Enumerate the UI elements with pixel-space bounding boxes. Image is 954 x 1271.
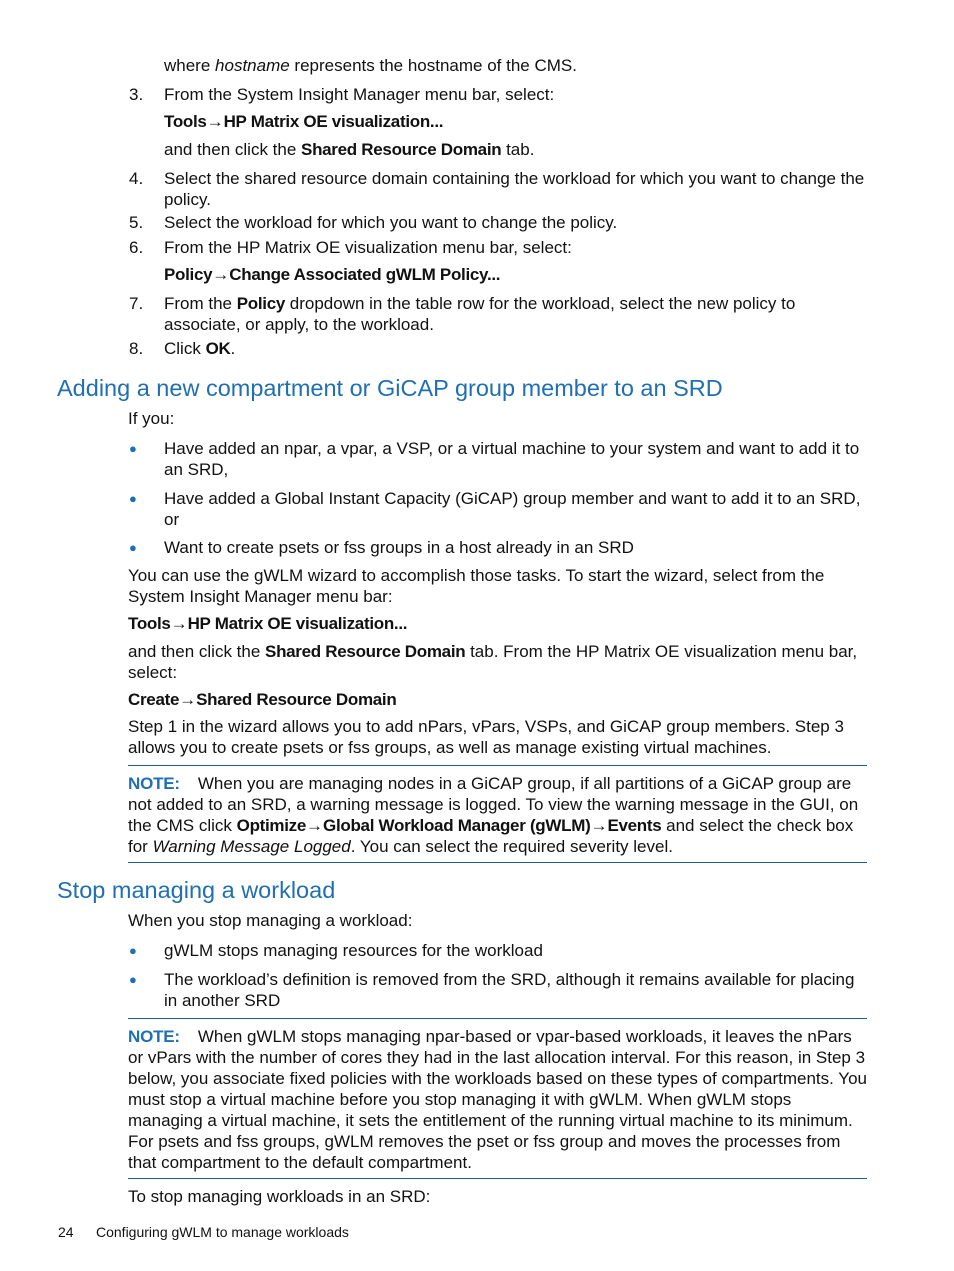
arrow-icon: → (590, 816, 608, 835)
note-top-rule (128, 765, 867, 766)
step-number: 4. (129, 169, 144, 188)
arrow-icon: → (170, 614, 188, 633)
list-item: The workload’s definition is removed from the SRD, although it remains available for placing in another SRD (164, 970, 855, 1010)
step-text: From the System Insight Manager menu bar, select: (164, 85, 555, 104)
bullet-icon: ● (129, 943, 137, 958)
menu-path: Tools→HP Matrix OE visualization... (128, 614, 408, 633)
step-number: 7. (129, 294, 144, 313)
arrow-icon: → (179, 690, 197, 709)
list-item: Have added a Global Instant Capacity (GiCAP) group member and want to add it to an SRD, or (164, 489, 861, 529)
arrow-icon: → (206, 112, 224, 131)
note-block: NOTE: When gWLM stops managing npar-based or vpar-based workloads, it leaves the nPars or vPars with the number of cores they had in the last allocation interval. For this reason, in Step 3 below, you associate fixed policies with the workloads based on these types of compartments. You must stop a virtual machine before you stop managing it with gWLM. When gWLM stops managing a virtual machine, it sets the entitlement of the running virtual machine to its minimum. For psets and fss groups, gWLM removes the pset or fss group and moves the processes from that compartment to the default compartment. (128, 1027, 867, 1172)
section-heading: Adding a new compartment or GiCAP group member to an SRD (57, 375, 723, 401)
menu-path: Policy→Change Associated gWLM Policy... (164, 265, 501, 284)
paragraph: To stop managing workloads in an SRD: (128, 1187, 431, 1206)
list-item: gWLM stops managing resources for the workload (164, 941, 543, 960)
menu-path: Tools→HP Matrix OE visualization... (164, 112, 444, 131)
bullet-icon: ● (129, 491, 137, 506)
step-number: 8. (129, 339, 144, 358)
paragraph: and then click the Shared Resource Domain tab. From the HP Matrix OE visualization menu bar, select: (128, 642, 858, 682)
step-text: Select the shared resource domain containing the workload for which you want to change the policy. (164, 169, 865, 209)
step-text: From the Policy dropdown in the table row for the workload, select the new policy to associate, or apply, to the workload. (164, 294, 796, 334)
list-item: Want to create psets or fss groups in a host already in an SRD (164, 538, 634, 557)
step-text: From the HP Matrix OE visualization menu bar, select: (164, 238, 572, 257)
step2-continuation: where hostname represents the hostname of the CMS. (164, 56, 577, 75)
note-top-rule (128, 1018, 867, 1019)
arrow-icon: → (212, 265, 230, 284)
step-text: Click OK. (164, 339, 236, 358)
bullet-icon: ● (129, 972, 137, 987)
arrow-icon: → (306, 816, 324, 835)
page-number: 24 (58, 1224, 74, 1240)
paragraph: Step 1 in the wizard allows you to add nPars, vPars, VSPs, and GiCAP group members. Step 3 allows you to create psets or fss groups, as well as manage existing virtual machines. (128, 717, 844, 757)
step-text: and then click the Shared Resource Domain tab. (164, 140, 535, 159)
note-bottom-rule (128, 862, 867, 863)
menu-path: Create→Shared Resource Domain (128, 690, 397, 709)
note-label: NOTE: (128, 1027, 180, 1046)
note-bottom-rule (128, 1178, 867, 1179)
bullet-icon: ● (129, 540, 137, 555)
step-number: 6. (129, 238, 144, 257)
section-heading: Stop managing a workload (57, 877, 336, 903)
paragraph: If you: (128, 409, 175, 428)
step-number: 3. (129, 85, 144, 104)
footer-title: Configuring gWLM to manage workloads (96, 1224, 349, 1240)
list-item: Have added an npar, a vpar, a VSP, or a virtual machine to your system and want to add it to an SRD, (164, 439, 860, 479)
step-number: 5. (129, 213, 144, 232)
note-label: NOTE: (128, 774, 180, 793)
step-text: Select the workload for which you want to change the policy. (164, 213, 618, 232)
paragraph: When you stop managing a workload: (128, 911, 413, 930)
bullet-icon: ● (129, 441, 137, 456)
note-block: NOTE: When you are managing nodes in a GiCAP group, if all partitions of a GiCAP group are not added to an SRD, a warning message is logged. To view the warning message in the GUI, on the CMS click Optimize→Global Workload Manager (gWLM)→Events and select the check box for Warning Message Logged. You can select the required severity level. (128, 774, 859, 856)
paragraph: You can use the gWLM wizard to accomplish those tasks. To start the wizard, select from the System Insight Manager menu bar: (128, 566, 825, 606)
